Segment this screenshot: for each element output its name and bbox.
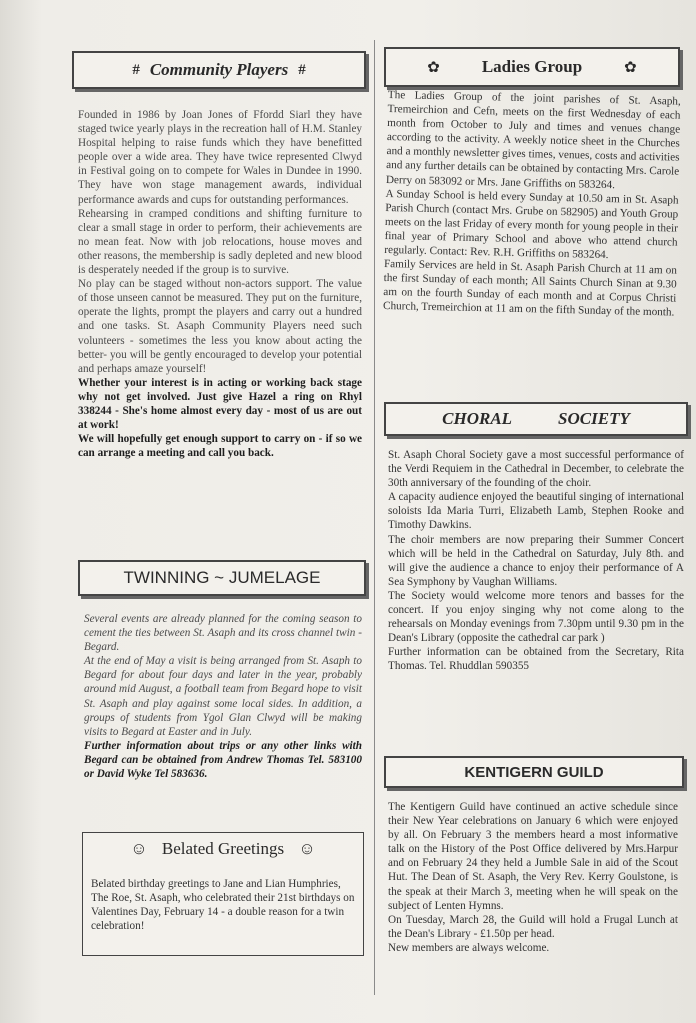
choral-society-title: CHORAL — [442, 409, 513, 428]
paragraph: The choir members are now preparing their Summer Concert which will be held in the Cathedral on Saturday, July 8th. and will give the audience a chance to enjoy their performance of A Sea Symphony by Vaughan Williams. — [388, 533, 684, 588]
paragraph: Rehearsing in cramped conditions and shifting furniture to clear a small stage in order to perform, their achievements are no mean feat. Now with job relocations, house moves and other reasons, the membership is sadly depleted and new blood is desperately needed if the group is to survive. — [78, 207, 362, 277]
ladies-group-heading — [384, 47, 680, 87]
paragraph: St. Asaph Choral Society gave a most successful performance of the Verdi Requiem in the Cathedral in December, to celebrate the 30th anniversary of the founding of the choir. — [388, 449, 684, 490]
belated-greetings-heading — [83, 839, 363, 859]
community-players-body — [78, 108, 362, 460]
choral-society-title: SOCIETY — [558, 409, 630, 428]
flower-icon: ✿ — [624, 59, 637, 76]
paragraph: At the end of May a visit is being arranged from St. Asaph to Begard for about four days and later in the year, probably around mid August, a football team from Begard hope to visit St. Asaph and play against some local sides. In addition, a groups of students from Ygol Glan Clwyd will be making visits to Begard at Easter and in July. — [84, 655, 362, 738]
paragraph: The Ladies Group of the joint parishes of St. Asaph, Tremeirchion and Cefn, meets on the first Wednesday of each month from October to July and times and venues change according to the activity. A weekly notice sheet in the Churches and a monthly newsletter gives times, venues, costs and activities and any further details can be obtained by contacting Mrs. Carole Derry on 583092 or Mrs. Jane Griffiths on 583264. — [385, 88, 681, 191]
paragraph: Founded in 1986 by Joan Jones of Ffordd Siarl they have staged twice yearly plays in the recreation hall of H.M. Stanley Hospital helping to raise funds which they have benefitted people over a wide area. They have twice represented Clwyd in Festival going on to compete for Wales in Dundee in 1990. They have won stage management awards, individual performance awards and cups for outstanding performances. — [78, 109, 362, 206]
paragraph: Several events are already planned for the coming season to cement the ties between St. Asaph and its cross channel twin - Begard. — [84, 613, 362, 654]
paragraph: Further information about trips or any other links with Begard can be obtained from Andrew Thomas Tel. 583100 or David Wyke Tel 583636. — [84, 739, 362, 781]
hash-icon: # — [298, 61, 306, 78]
paragraph: The Kentigern Guild have continued an active schedule since their New Year celebrations on January 6 which were enjoyed by all. On February 3 the members heard a most informative talk on the History of the Post Office delivered by Mrs.Harpur and on February 24 they held a Jumble Sale in aid of the Scout Hut. The Dean of St. Asaph, the Very Rev. Kerry Goulstone, is the speak at their March 3, meeting when he will speak on the subject of Lenten Hymns. — [388, 801, 678, 912]
paragraph: Whether your interest is in acting or working back stage why not get involved. Just give Hazel a ring on Rhyl 338244 - She's home almost every day - most of us are out at work! — [78, 376, 362, 432]
community-players-title: Community Players — [149, 60, 289, 79]
paragraph: The Society would welcome more tenors and basses for the concert. If you enjoy singing why not come along to the rehearsals on Monday evenings from 7.30pm until 9.30 pm in the Dean's Library (opposite the cathedral car park ) — [388, 589, 684, 645]
kentigern-guild-title: KENTIGERN GUILD — [464, 763, 604, 781]
belated-greetings-box — [82, 832, 364, 956]
flower-icon: ✿ — [427, 59, 440, 76]
choral-society-heading — [384, 402, 688, 436]
smiley-icon: ☺ — [298, 839, 316, 858]
belated-greetings-title: Belated Greetings — [161, 839, 285, 858]
community-players-heading — [72, 51, 366, 89]
paragraph: A Sunday School is held every Sunday at 10.50 am in St. Asaph Parish Church (contact Mrs. Grube on 582905) and Youth Group meets on the last Friday of every month for young people in their final year of Primary School and above who attend church regularly. Contact: Rev. R.H. Griffiths on 583264. — [384, 187, 679, 262]
twinning-title: TWINNING ~ JUMELAGE — [123, 568, 321, 587]
hash-icon: # — [132, 61, 140, 78]
twinning-heading — [78, 560, 366, 596]
paragraph: Family Services are held in St. Asaph Parish Church at 11 am on the first Sunday of each month; All Saints Church Sinan at 9.30 am on the fourth Sunday of each month and at Corpus Christi Church, Tremeirchion at 11 am on the fifth Sunday of the month. — [382, 258, 678, 319]
paragraph: On Tuesday, March 28, the Guild will hold a Frugal Lunch at the Dean's Library - £1.50p per head. — [388, 913, 678, 940]
paragraph: New members are always welcome. — [388, 941, 550, 954]
kentigern-guild-body — [388, 800, 678, 955]
ladies-group-body — [383, 88, 681, 320]
kentigern-guild-heading — [384, 756, 684, 788]
column-divider — [374, 40, 375, 995]
belated-greetings-body: Belated birthday greetings to Jane and Lian Humphries, The Roe, St. Asaph, who celebrated their 21st birthdays on Valentines Day, February 14 - a double reason for a twin celebration! — [91, 878, 355, 933]
twinning-body — [84, 612, 362, 781]
paragraph: A capacity audience enjoyed the beautiful singing of international soloists Ida Maria Turri, Elizabeth Lamb, Stephen Rooke and Timothy Dawkins. — [388, 491, 684, 532]
ladies-group-title: Ladies Group — [481, 57, 583, 76]
choral-society-body — [388, 448, 684, 674]
paragraph: No play can be staged without non-actors support. The value of those unseen cannot be measured. They put on the furniture, operate the lights, prompt the players and carry out a hundred and one tasks. St. Asaph Community Players need such volunteers - sometimes the less you know about acting the better- you will be gently encouraged to develop your potential and perhaps amaze yourself! — [78, 278, 362, 375]
smiley-icon: ☺ — [130, 839, 148, 858]
paragraph: Further information can be obtained from the Secretary, Rita Thomas. Tel. Rhuddlan 590355 — [388, 646, 684, 673]
paragraph: We will hopefully get enough support to carry on - if so we can arrange a meeting and call you back. — [78, 433, 362, 460]
